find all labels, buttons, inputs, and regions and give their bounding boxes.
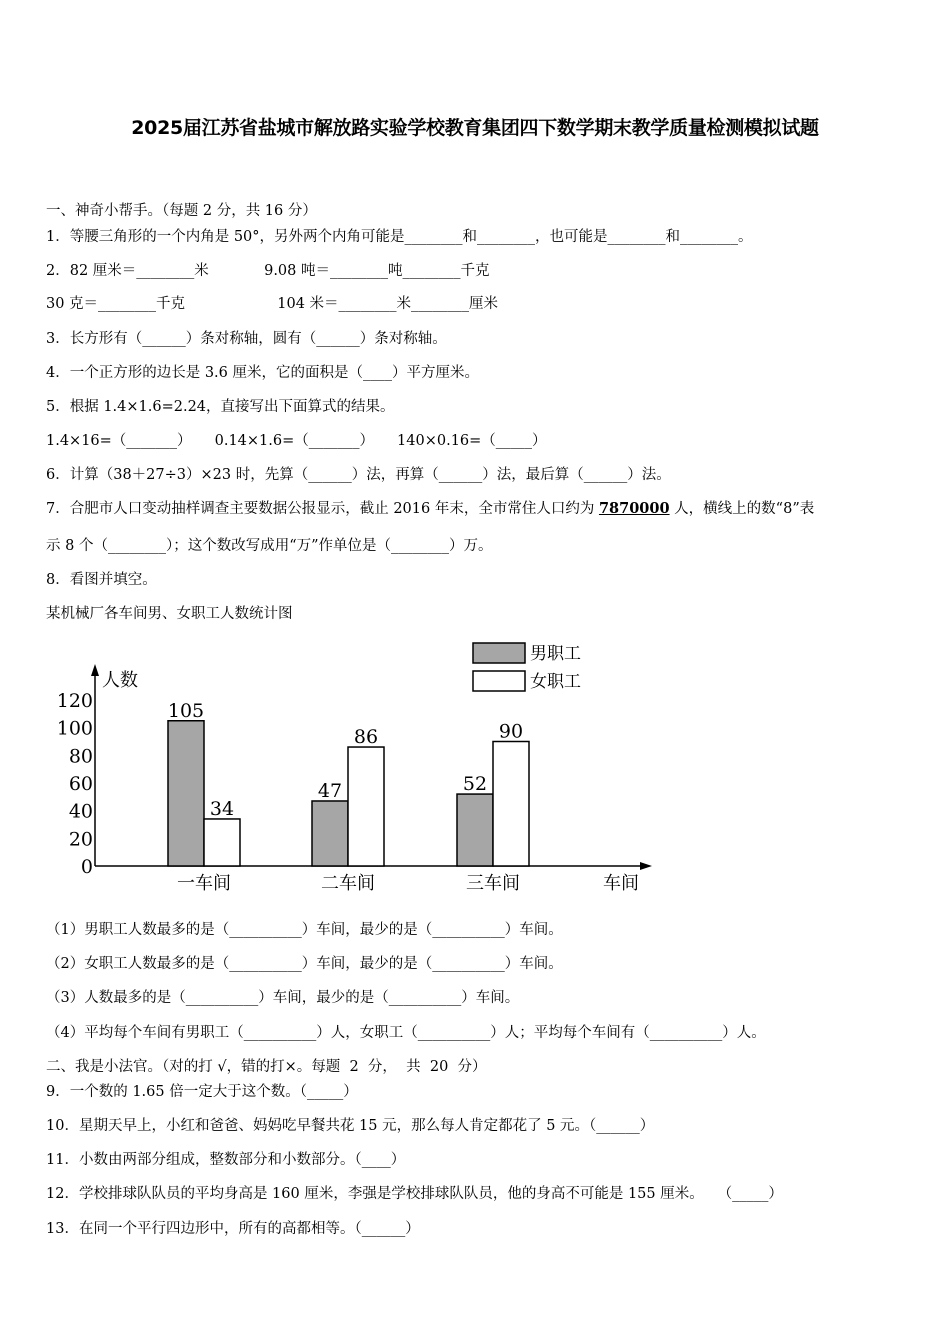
question-12: 12．学校排球队队员的平均身高是 160 厘米，李强是学校排球队队员，他的身高不可能是 155 厘米。 （_____） [46, 1186, 783, 1202]
x-tick-label: 三车间 [466, 873, 520, 894]
data-label: 47 [317, 779, 343, 802]
chart-caption: 某机械厂各车间男、女职工人数统计图 [46, 606, 293, 622]
question-2b: 30 克＝________千克 104 米＝________米________厘米 [46, 296, 499, 312]
question-4: 4．一个正方形的边长是 3.6 厘米，它的面积是（____）平方厘米。 [46, 365, 480, 381]
question-6: 6．计算（38＋27÷3）×23 时，先算（______）法，再算（______）法，最后算（______）法。 [46, 467, 671, 483]
y-tick-label: 80 [68, 745, 93, 768]
q7-underlined-number: 7870000 [598, 500, 670, 517]
page-title: 2025届江苏省盐城市解放路实验学校教育集团四下数学期末教学质量检测模拟试题 [131, 117, 819, 139]
sub-question-3: （3）人数最多的是（__________）车间，最少的是（__________）车间。 [46, 990, 520, 1006]
bar-female [348, 747, 384, 866]
legend-swatch [473, 643, 525, 663]
data-label: 34 [209, 797, 235, 820]
sub-question-2: （2）女职工人数最多的是（__________）车间，最少的是（__________）车间。 [46, 956, 563, 972]
question-7b: 示 8 个（________）；这个数改写成用“万”作单位是（________）万。 [46, 538, 493, 554]
data-label: 105 [167, 699, 205, 722]
bar-female [493, 742, 529, 867]
x-tick-label: 二车间 [321, 873, 375, 894]
question-5: 5．根据 1.4×1.6=2.24，直接写出下面算式的结果。 [46, 399, 395, 415]
sub-question-1: （1）男职工人数最多的是（__________）车间，最少的是（__________）车间。 [46, 922, 563, 938]
question-13: 13．在同一个平行四边形中，所有的高都相等。（______） [46, 1221, 420, 1237]
question-8: 8．看图并填空。 [46, 572, 157, 588]
data-label: 86 [353, 726, 379, 749]
q7-text-post: 人，横线上的数“8”表 [669, 501, 815, 517]
y-axis-label: 人数 [102, 670, 138, 691]
y-tick-label: 20 [68, 828, 93, 851]
sub-question-4: （4）平均每个车间有男职工（__________）人，女职工（__________）人；平均每个车间有（__________）人。 [46, 1025, 766, 1041]
data-label: 90 [498, 720, 524, 743]
y-tick-label: 40 [68, 800, 93, 823]
y-tick-label: 0 [80, 856, 93, 878]
question-1: 1．等腰三角形的一个内角是 50°，另外两个内角可能是________和________，也可能是________和________。 [46, 229, 753, 245]
legend-label: 女职工 [530, 672, 581, 692]
y-axis-arrow [91, 664, 99, 676]
y-tick-label: 100 [56, 717, 93, 740]
bar-male [312, 801, 348, 866]
section-2-heading: 二、我是小法官。（对的打 √，错的打×。每题 2 分， 共 20 分） [46, 1059, 487, 1075]
q7-text-pre: 7．合肥市人口变动抽样调查主要数据公报显示，截止 2016 年末，全市常住人口约为 [46, 501, 599, 517]
legend-label: 男职工 [530, 644, 581, 664]
y-tick-label: 120 [56, 690, 93, 712]
bar-female [204, 819, 240, 866]
section-1-heading: 一、神奇小帮手。（每题 2 分，共 16 分） [46, 203, 317, 219]
data-label: 52 [462, 773, 488, 796]
x-axis-label: 车间 [603, 873, 639, 894]
y-tick-label: 60 [68, 773, 93, 795]
question-3: 3．长方形有（______）条对称轴，圆有（______）条对称轴。 [46, 331, 447, 347]
legend-swatch [473, 671, 525, 691]
question-9: 9．一个数的 1.65 倍一定大于这个数。（_____） [46, 1084, 358, 1100]
x-axis-arrow [640, 862, 652, 870]
bar-male [168, 721, 204, 866]
bar-male [457, 794, 493, 866]
question-11: 11．小数由两部分组成，整数部分和小数部分。（____） [46, 1152, 406, 1168]
question-10: 10．星期天早上，小红和爸爸、妈妈吃早餐共花 15 元，那么每人肯定都花了 5 元。（______） [46, 1118, 655, 1134]
question-5-items: 1.4×16=（_______） 0.14×1.6=（_______） 140×0.16=（_____） [46, 433, 547, 449]
x-tick-label: 一车间 [177, 873, 231, 894]
question-2a: 2．82 厘米＝________米 9.08 吨＝________吨________千克 [46, 263, 490, 279]
